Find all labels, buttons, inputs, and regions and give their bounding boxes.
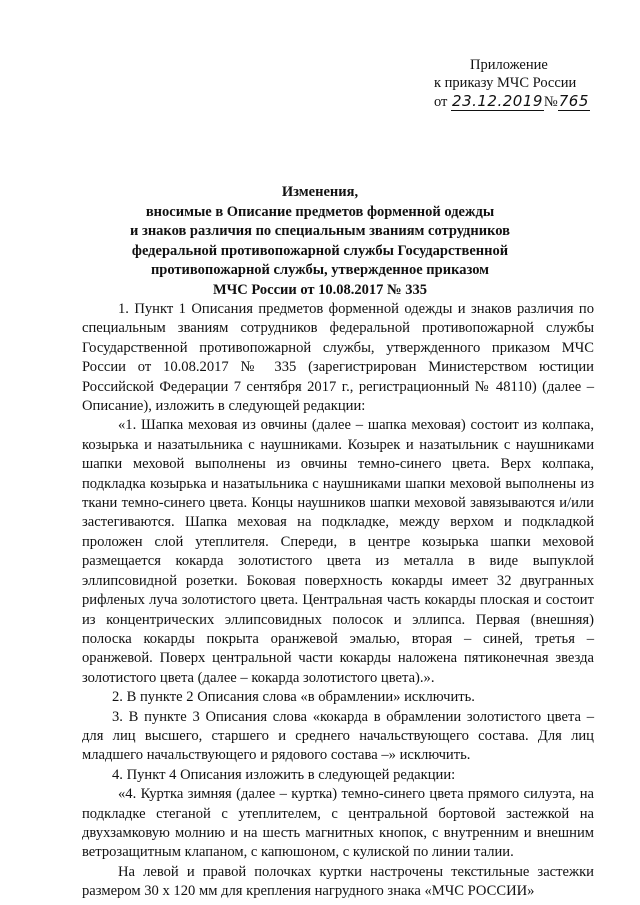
number-sign: №	[543, 94, 558, 110]
paragraph-item-4: 4. Пункт 4 Описания изложить в следующей редакции:	[112, 766, 456, 783]
title-line: МЧС России от 10.08.2017 № 335	[212, 281, 427, 298]
paragraph-item-3: 3. В пункте 3 Описания слова «кокарда в обрамлении золотистого цвета – для лиц высшего, старшего и среднего начальствующего состава. Для лиц младшего начальствующего и рядового состава –» исключить.	[82, 708, 594, 764]
title-line: федеральной противопожарной службы Государственной	[131, 242, 509, 259]
annex-header	[428, 56, 608, 111]
annex-from-label: от	[434, 94, 452, 110]
annex-order-reference: к приказу МЧС России	[434, 75, 577, 91]
title-line: и знаков различия по специальным званиям сотрудников	[130, 223, 510, 239]
handwritten-order-number: 765	[558, 92, 589, 110]
paragraph-quote-item-4: «4. Куртка зимняя (далее – куртка) темно-синего цвета прямого силуэта, на подкладке стеганой с утеплителем, с центральной бортовой застежкой на двухзамковую молнию и на шесть магнитных кнопок, с внутренним и внешним ветрозащитным клапаном, с капюшоном, с кулиской по линии талии.	[82, 786, 594, 861]
document-body	[82, 300, 594, 902]
document-title	[90, 183, 550, 300]
paragraph-quote-item-1: «1. Шапка меховая из овчины (далее – шапка меховая) состоит из колпака, козырька и назатыльника с наушниками. Козырек и назатыльник с наушниками шапки меховой выполнены из овчины темно-синего цвета. Верх колпака, подкладка козырька и назатыльника с наушниками шапки меховой выполнены из ткани темно-синего цвета. Концы наушников шапки меховой завязываются и/или застегиваются. Шапка меховая на подкладке, между верхом и подкладкой проложен слой утеплителя. Спереди, в центре козырька шапки меховой размещается кокарда золотистого цвета из металла в виде выпуклой эллипсовидной розетки. Боковая поверхность кокарды имеет 32 двугранных рифленых луча золотистого цвета. Центральная часть кокарды плоская и состоит из концентрических эллипсовидных полосок и эллипса. Первая (внешняя) полоска кокарды покрыта оранжевой эмалью, вторая – синей, третья – оранжевой. Поверх центральной части кокарды наложена пятиконечная звезда золотистого цвета (далее – кокарда золотистого цвета).».	[82, 417, 594, 686]
title-line: противопожарной службы, утвержденное приказом	[150, 262, 490, 278]
title-line: вносимые в Описание предметов форменной одежды	[145, 203, 495, 220]
paragraph-jacket-details: На левой и правой полочках куртки настрочены текстильные застежки размером 30 x 120 мм для крепления нагрудного знака «МЧС РОССИИ»	[82, 863, 594, 900]
paragraph-item-2: 2. В пункте 2 Описания слова «в обрамлении» исключить.	[112, 689, 475, 706]
title-line: Изменения,	[281, 184, 359, 200]
handwritten-date: 23.12.2019	[452, 92, 543, 110]
annex-date-number-line	[428, 92, 608, 111]
paragraph-item-1: 1. Пункт 1 Описания предметов форменной одежды и знаков различия по специальным званиям сотрудников федеральной противопожарной службы Государственной противопожарной службы, утвержденного приказом МЧС России от 10.08.2017 № 335 (зарегистрирован Министерством юстиции Российской Федерации 7 сентября 2017 г., регистрационный № 48110) (далее – Описание), изложить в следующей редакции:	[82, 301, 594, 415]
annex-label: Приложение	[470, 57, 548, 73]
